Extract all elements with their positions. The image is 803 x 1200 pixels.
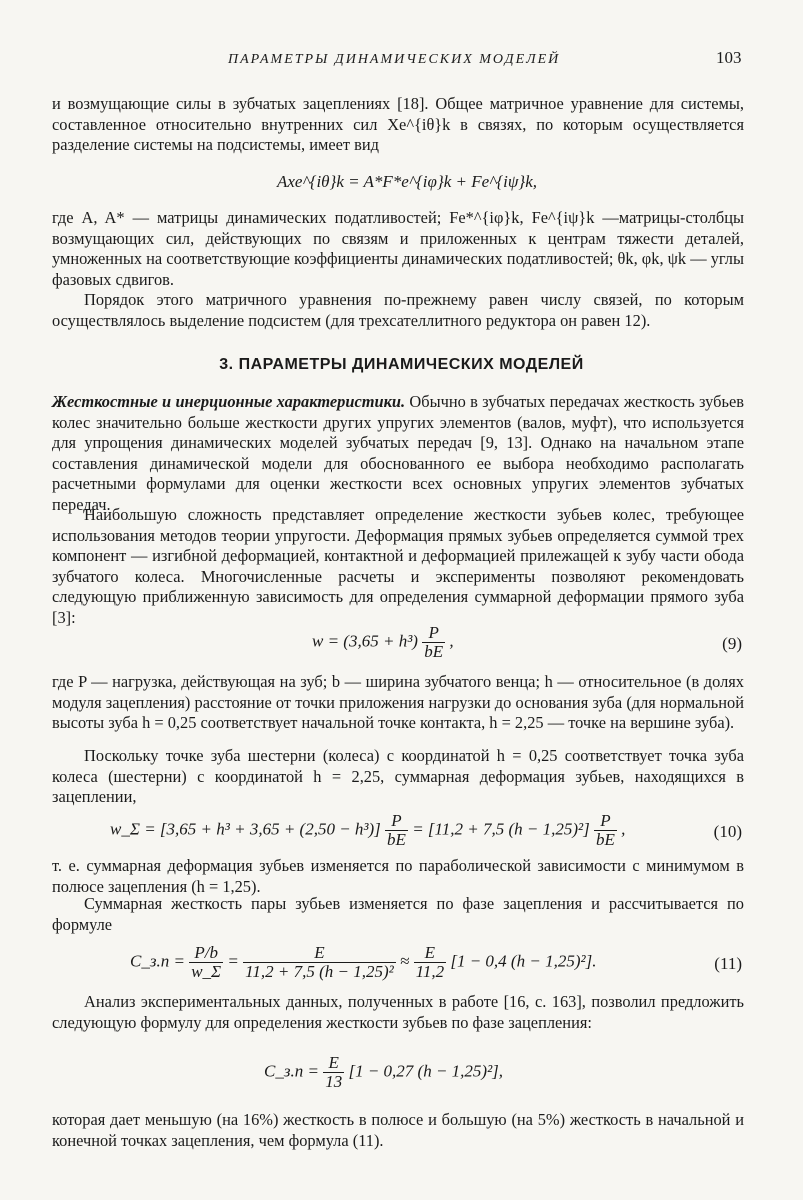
paragraph-4-lead: Жесткостные и инерционные характеристики. [52, 392, 406, 411]
formula-10-lhs: w_Σ = [3,65 + h³ + 3,65 + (2,50 − h³)] [110, 819, 381, 839]
formula-10-denominator-1: bE [387, 830, 406, 849]
paragraph-1 [52, 94, 744, 156]
paragraph-4 [52, 392, 744, 516]
paragraph-5-text: Наибольшую сложность представляет определение жесткости зубьев колес, требующее использования методов теории упругости. Деформация прямых зубьев определяется суммой трех компонент — изгибной деформацией, контактной и деформацией прилежащей к зубу части обода зубчатого колеса. Многочисленные расчеты и эксперименты позволяют рекомендовать следующую приближенную зависимость для определения суммарной деформации прямого зуба [3]: [52, 505, 744, 627]
formula-10-numerator-2: P [594, 812, 617, 831]
paragraph-2 [52, 208, 744, 290]
formula-12 [52, 1052, 744, 1098]
formula-12-numerator: E [323, 1054, 344, 1073]
formula-11-equals: = [227, 951, 239, 971]
formula-11-numerator-2: E [243, 944, 396, 963]
formula-10-denominator-2: bE [596, 830, 615, 849]
formula-11-fraction-3 [414, 944, 447, 981]
formula-11-fraction-1 [189, 944, 223, 981]
formula-10-numerator-1: P [385, 812, 408, 831]
paragraph-9-text: Суммарная жесткость пары зубьев изменяется по фазе зацепления и рассчитывается по формуле [52, 894, 744, 934]
page-header [0, 46, 803, 76]
section-title: 3. ПАРАМЕТРЫ ДИНАМИЧЕСКИХ МОДЕЛЕЙ [219, 356, 584, 373]
formula-matrix-equation [52, 166, 744, 200]
formula-12-denominator: 13 [325, 1072, 343, 1091]
formula-9 [52, 622, 744, 666]
formula-10-fraction-1 [385, 812, 408, 849]
formula-11-fraction-2 [243, 944, 396, 981]
formula-11 [52, 942, 744, 988]
paragraph-9 [52, 894, 744, 935]
page-number: 103 [716, 48, 742, 67]
paragraph-6 [52, 672, 744, 734]
paragraph-8 [52, 856, 744, 897]
running-title: ПАРАМЕТРЫ ДИНАМИЧЕСКИХ МОДЕЛЕЙ [228, 52, 561, 67]
formula-10-middle: = [11,2 + 7,5 (h − 1,25)²] [412, 819, 590, 839]
formula-9-denominator: bE [424, 642, 444, 661]
formula-10-expr [110, 812, 625, 849]
equation-number-9: (9) [722, 634, 742, 653]
formula-11-denominator-3: 11,2 [415, 962, 445, 981]
formula-11-numerator-3: E [414, 944, 447, 963]
formula-9-fraction [422, 624, 445, 661]
formula-11-denominator-2: 11,2 + 7,5 (h − 1,25)² [245, 962, 394, 981]
formula-11-approx: ≈ [400, 951, 410, 971]
paragraph-3 [52, 290, 744, 331]
formula-11-lhs: C_з.п = [130, 951, 185, 971]
paragraph-11 [52, 1110, 744, 1151]
paragraph-4-text: Обычно в зубчатых передачах жесткость зубьев колес значительно больше жесткости других упругих элементов (валов, муфт), что используется для упрощения динамических моделей зубчатых передач [9, 13]. Однако на начальном этапе составления динамической модели для обоснованного ее выбора необходимо располагать расчетными формулами для оценки жесткости всех основных упругих элементов зубчатых передач. [52, 392, 744, 514]
formula-matrix-expr: Axe^{iθ}k = A*F*e^{iφ}k + Fe^{iψ}k, [277, 172, 538, 191]
paragraph-7-text: Поскольку точке зуба шестерни (колеса) с координатой h = 0,25 соответствует точка зуба колеса (шестерни) с координатой h = 2,25, суммарная деформация зубьев, находящихся в зацеплении, [52, 746, 744, 807]
paragraph-3-text: Порядок этого матричного уравнения по-прежнему равен числу связей, по которым осуществлялось выделение подсистем (для трехсателлитного редуктора он равен 12). [52, 290, 744, 330]
paragraph-2-text: где A, A* — матрицы динамических податливостей; Fe*^{iφ}k, Fe^{iψ}k —матрицы-столбцы возмущающих сил, действующих по связям и приложенных к центрам тяжести деталей, умноженных на соответствующие коэффициенты динамических податливостей; θk, φk, ψk — углы фазовых сдвигов. [52, 208, 744, 289]
formula-12-fraction [323, 1054, 344, 1091]
formula-12-expr [264, 1054, 503, 1091]
paragraph-1-text: и возмущающие силы в зубчатых зацеплениях [18]. Общее матричное уравнение для системы, составленное относительно внутренних сил Xe^{iθ}k в связях, по которым осуществляется разделение системы на подсистемы, имеет вид [52, 94, 744, 155]
paragraph-8-text: т. е. суммарная деформация зубьев изменяется по параболической зависимости с минимумом в полюсе зацепления (h = 1,25). [52, 856, 744, 896]
paragraph-10 [52, 992, 744, 1033]
formula-9-expr [312, 624, 454, 661]
paragraph-5 [52, 505, 744, 629]
formula-11-tail: [1 − 0,4 (h − 1,25)²]. [450, 951, 597, 971]
formula-11-expr [130, 944, 596, 981]
paragraph-10-text: Анализ экспериментальных данных, полученных в работе [16, с. 163], позволил предложить следующую формулу для определения жесткости зубьев по фазе зацепления: [52, 992, 744, 1032]
formula-9-tail: , [449, 631, 454, 651]
paragraph-6-text: где P — нагрузка, действующая на зуб; b — ширина зубчатого венца; h — относительное (в долях модуля зацепления) расстояние от точки приложения нагрузки до основания зуба (для нормальной высоты зуба h = 0,25 соответствует начальной точке контакта, h = 2,25 — точке на вершине зуба). [52, 672, 744, 733]
formula-10 [52, 810, 744, 854]
formula-9-lhs: w = (3,65 + h³) [312, 631, 418, 651]
formula-11-numerator-1: P/b [189, 944, 223, 963]
formula-12-lhs: C_з.п = [264, 1061, 319, 1081]
paragraph-7 [52, 746, 744, 808]
paragraph-11-text: которая дает меньшую (на 16%) жесткость в полюсе и большую (на 5%) жесткость в начальной и конечной точках зацепления, чем формула (11). [52, 1110, 744, 1150]
formula-10-tail: , [621, 819, 626, 839]
formula-12-tail: [1 − 0,27 (h − 1,25)²], [348, 1061, 504, 1081]
equation-number-10: (10) [713, 822, 742, 841]
formula-10-fraction-2 [594, 812, 617, 849]
formula-9-numerator: P [422, 624, 445, 643]
formula-11-denominator-1: w_Σ [191, 962, 222, 981]
equation-number-11: (11) [714, 954, 742, 973]
